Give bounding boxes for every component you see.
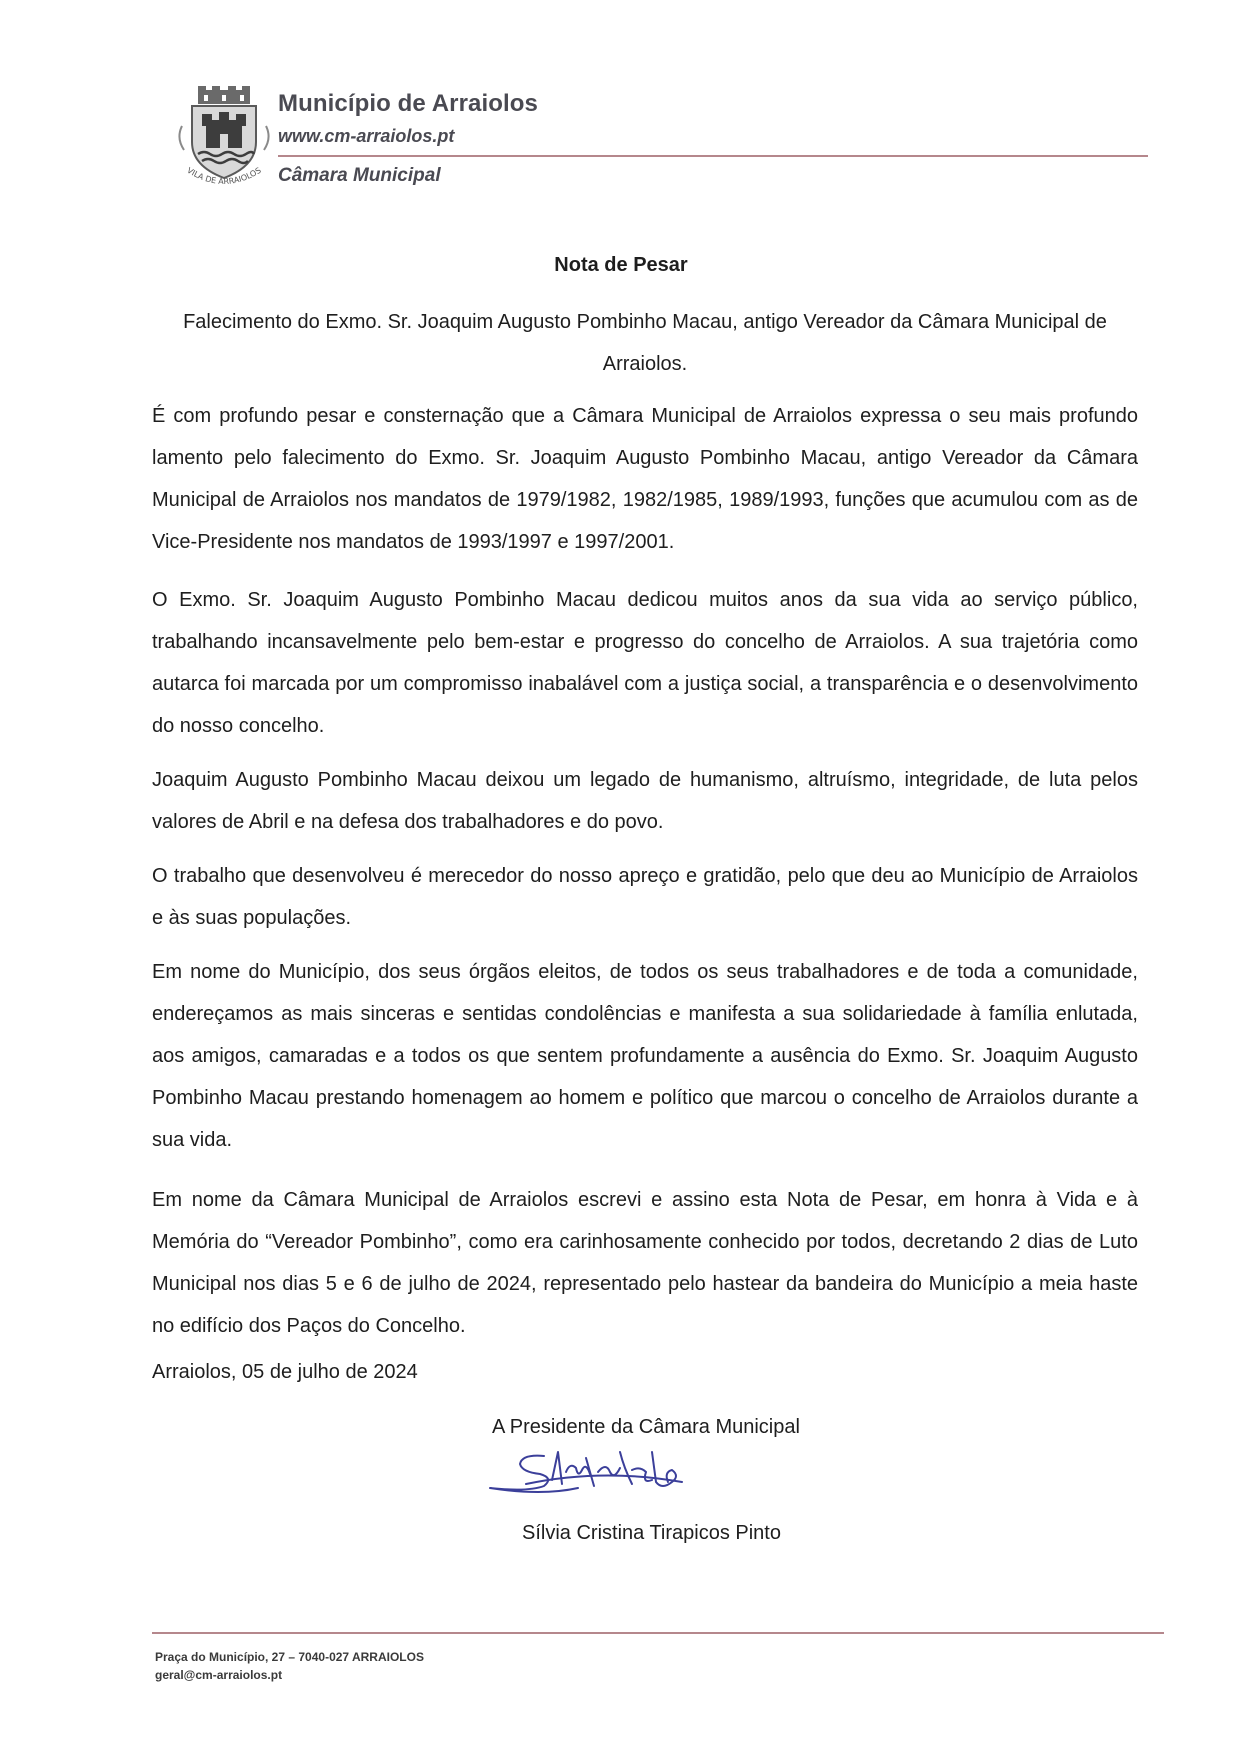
body-paragraph: Em nome da Câmara Municipal de Arraiolos escrevi e assino esta Nota de Pesar, em honra à Vida e à Memória do “Vereador Pombinho”, como era carinhosamente conhecido por todos, decretando 2 dias de Luto Municipal nos dias 5 e 6 de julho de 2024, representado pelo hastear da bandeira do Município a meia haste no edifício dos Paços do Concelho. <box>152 1189 1138 1337</box>
organization-name: Município de Arraiolos <box>278 90 539 117</box>
svg-text:VILA DE ARRAIOLOS: VILA DE ARRAIOLOS <box>185 165 263 187</box>
body-paragraph: Joaquim Augusto Pombinho Macau deixou um legado de humanismo, altruísmo, integridade, de luta pelos valores de Abril e na defesa dos trabalhadores e do povo. <box>152 769 1138 833</box>
place-and-date: Arraiolos, 05 de julho de 2024 <box>152 1361 418 1383</box>
signer-title: A Presidente da Câmara Municipal <box>492 1416 800 1438</box>
body-paragraph: O Exmo. Sr. Joaquim Augusto Pombinho Macau dedicou muitos anos da sua vida ao serviço público, trabalhando incansavelmente pelo bem-estar e progresso do concelho de Arraiolos. A sua trajetória como autarca foi marcada por um compromisso inabalável com a justiça social, a transparência e o desenvolvimento do nosso concelho. <box>152 589 1138 737</box>
signer-name: Sílvia Cristina Tirapicos Pinto <box>522 1522 781 1544</box>
document-title: Nota de Pesar <box>554 254 688 276</box>
header-divider <box>278 155 1148 157</box>
body-paragraph: É com profundo pesar e consternação que a Câmara Municipal de Arraiolos expressa o seu mais profundo lamento pelo falecimento do Exmo. Sr. Joaquim Augusto Pombinho Macau, antigo Vereador da Câmara Municipal de Arraiolos nos mandatos de 1979/1982, 1982/1985, 1989/1993, funções que acumulou com as de Vice-Presidente nos mandatos de 1993/1997 e 1997/2001. <box>152 405 1138 553</box>
footer-address: Praça do Município, 27 – 7040-027 ARRAIOLOS <box>155 1650 424 1664</box>
handwritten-signature <box>482 1438 722 1518</box>
municipal-crest-logo <box>168 86 280 194</box>
body-paragraph: Em nome do Município, dos seus órgãos eleitos, de todos os seus trabalhadores e de toda a comunidade, endereçamos as mais sinceras e sentidas condolências e manifesta a sua solidariedade à família enlutada, aos amigos, camaradas e a todos os que sentem profundamente a ausência do Exmo. Sr. Joaquim Augusto Pombinho Macau prestando homenagem ao homem e político que marcou o concelho de Arraiolos durante a sua vida. <box>152 961 1138 1151</box>
organization-website: www.cm-arraiolos.pt <box>278 126 455 146</box>
document-subtitle: Falecimento do Exmo. Sr. Joaquim Augusto Pombinho Macau, antigo Vereador da Câmara Municipal de Arraiolos. <box>183 311 1107 375</box>
organization-department: Câmara Municipal <box>278 165 441 186</box>
footer-email: geral@cm-arraiolos.pt <box>155 1668 283 1682</box>
body-paragraph: O trabalho que desenvolveu é merecedor do nosso apreço e gratidão, pelo que deu ao Município de Arraiolos e às suas populações. <box>152 865 1138 929</box>
footer-divider <box>152 1632 1164 1634</box>
